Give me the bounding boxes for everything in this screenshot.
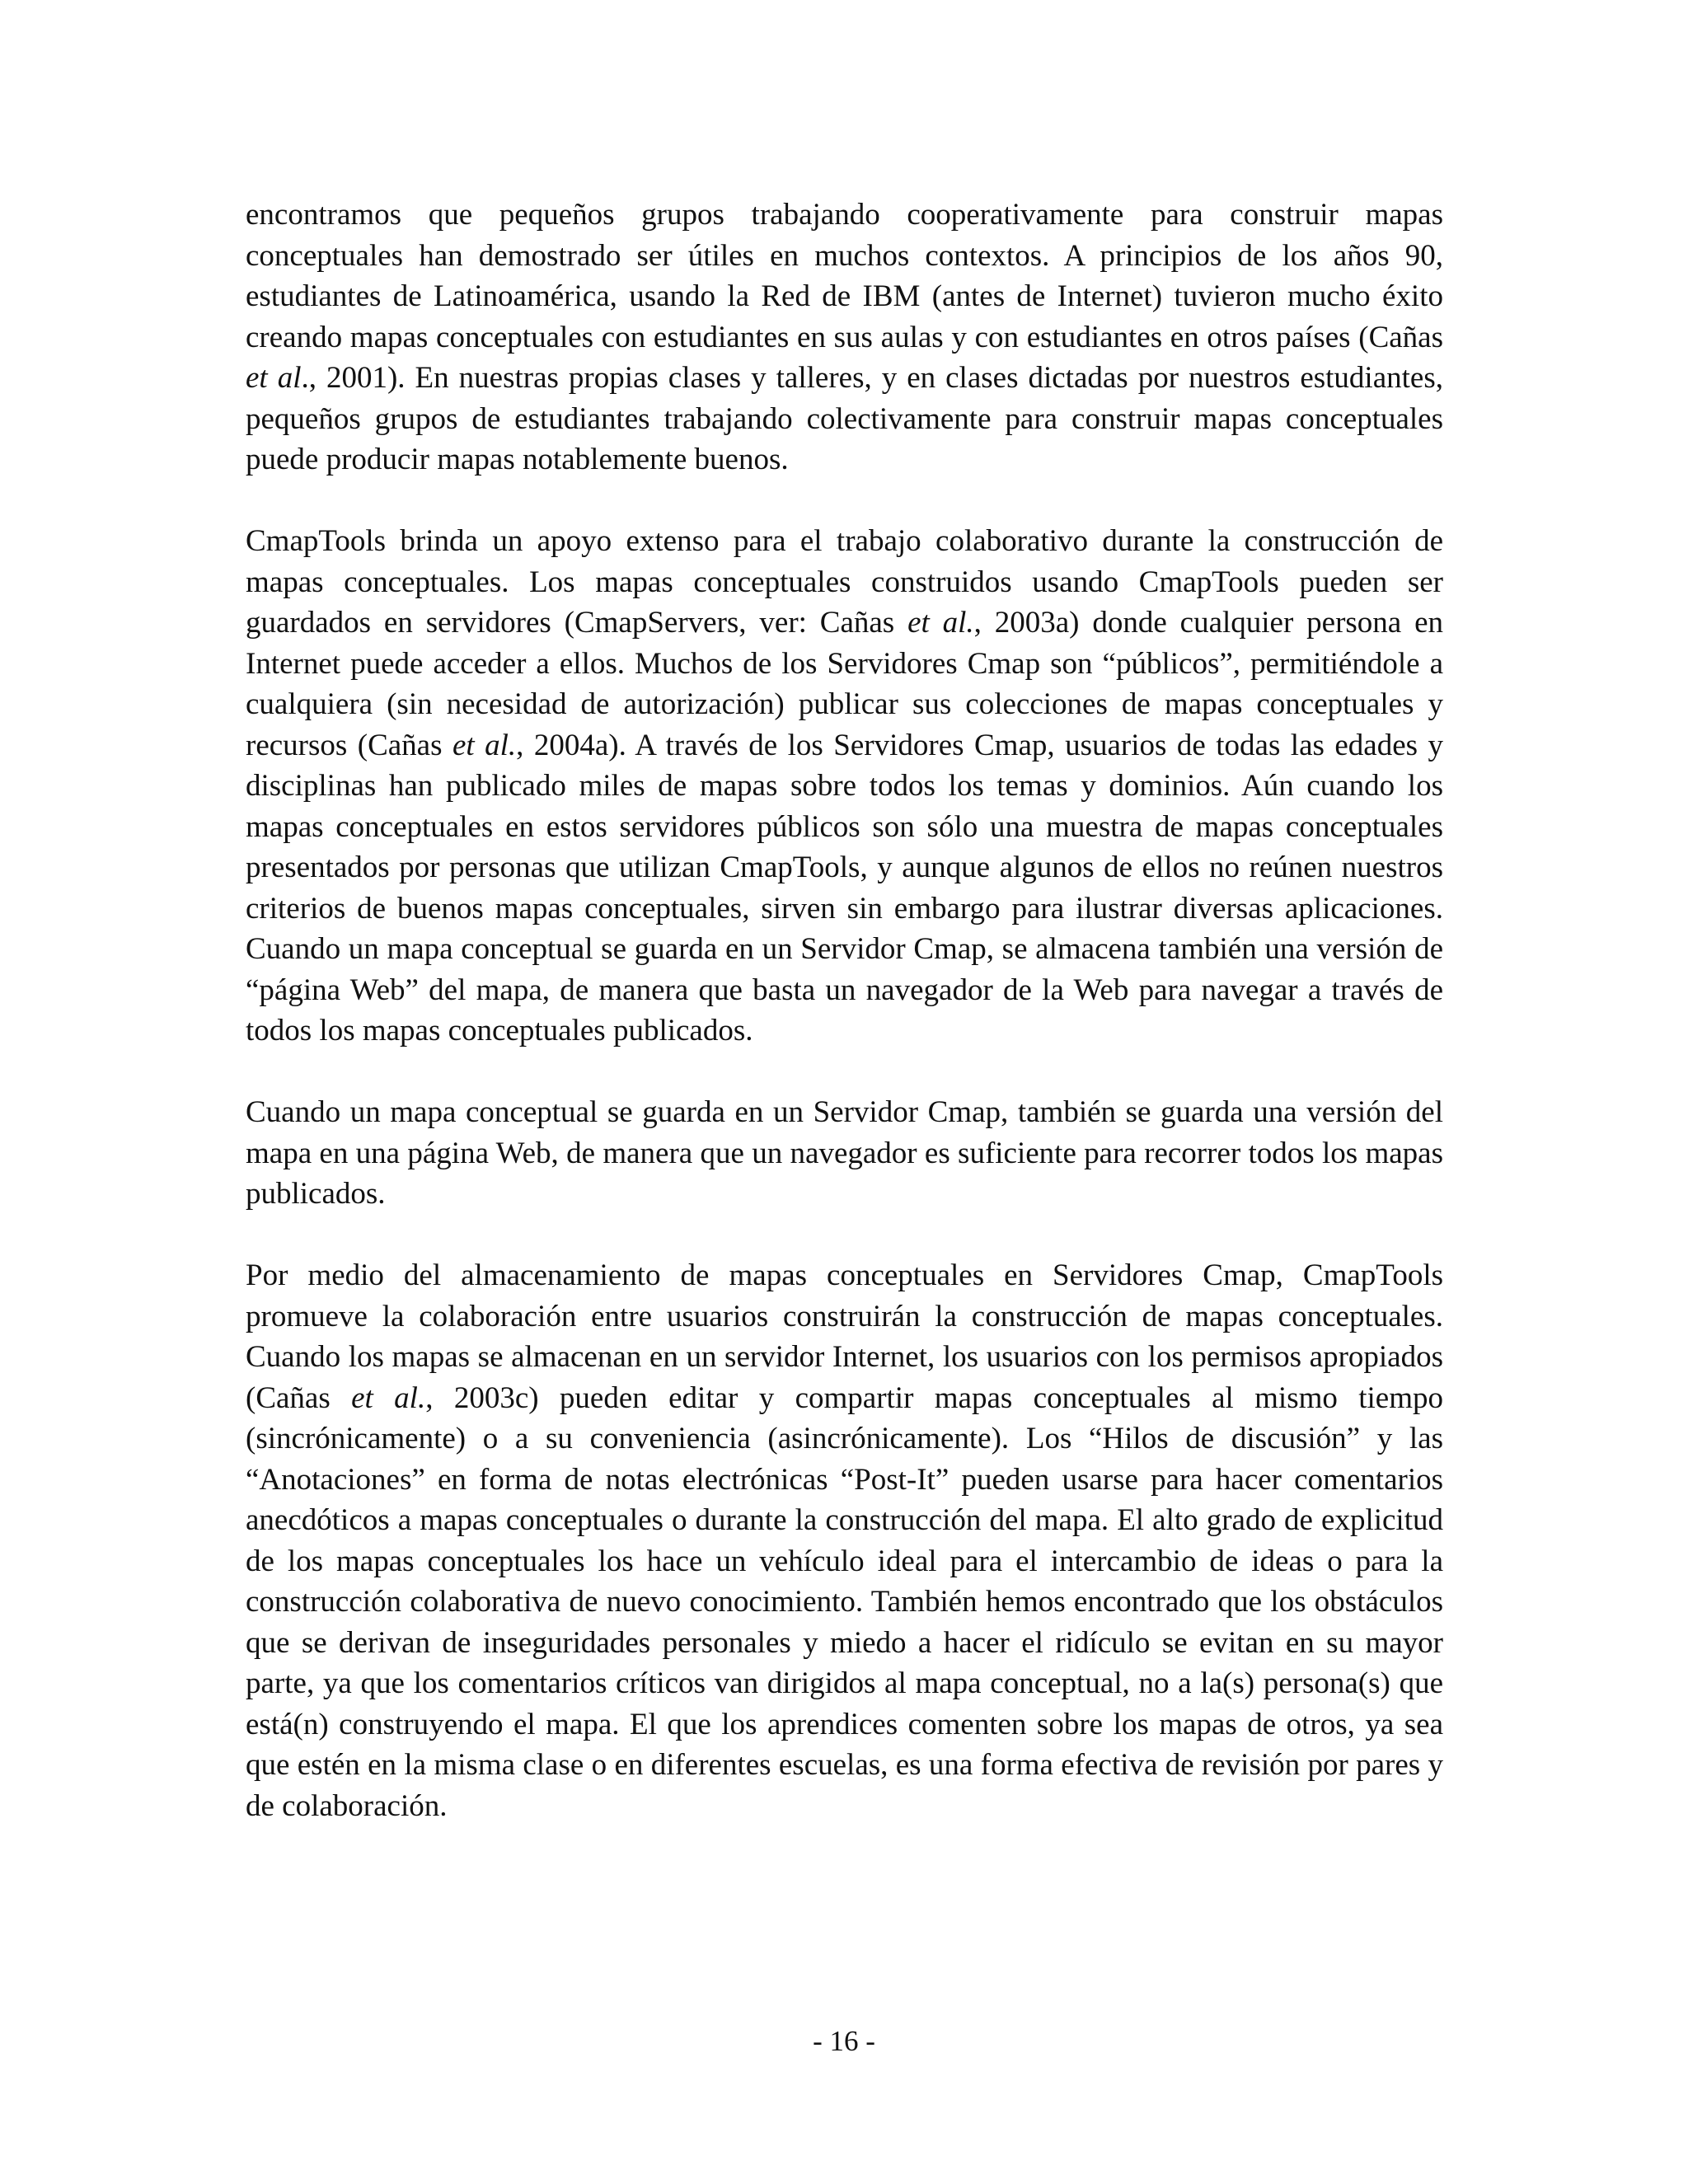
paragraph-1 [246,194,1443,480]
italic-run: et al. [907,606,974,640]
page-number: - 16 - [813,2025,875,2057]
text-run: , 2003c) pueden editar y compartir mapas conceptuales al mismo tiempo (sincrónicamente) o a su conveniencia (asincrónicamente). Los “Hilos de discusión” y las “Anotaciones” en forma de notas electrónicas “Post-It” pueden usarse para hacer comentarios anecdóticos a mapas conceptuales o durante la construcción del mapa. El alto grado de explicitud de los mapas conceptuales los hace un vehículo ideal para el intercambio de ideas o para la construcción colaborativa de nuevo conocimiento. También hemos encontrado que los obstáculos que se derivan de inseguridades personales y miedo a hacer el ridículo se evitan en su mayor parte, ya que los comentarios críticos van dirigidos al mapa conceptual, no a la(s) persona(s) que está(n) construyendo el mapa. El que los aprendices comenten sobre los mapas de otros, ya sea que estén en la misma clase o en diferentes escuelas, es una forma efectiva de revisión por pares y de colaboración. [246,1380,1443,1823]
italic-run: et al. [351,1380,426,1415]
paragraph-2 [246,521,1443,1052]
text-run: Cuando un mapa conceptual se guarda en un Servidor Cmap, también se guarda una versión del mapa en una página Web, de manera que un navegador es suficiente para recorrer todos los mapas publicados. [246,1095,1443,1211]
text-run: , 2004a). A través de los Servidores Cmap, usuarios de todas las edades y disciplinas han publicado miles de mapas sobre todos los temas y dominios. Aún cuando los mapas conceptuales en estos servidores públicos son sólo una muestra de mapas conceptuales presentados por personas que utilizan CmapTools, y aunque algunos de ellos no reúnen nuestros criterios de buenos mapas conceptuales, sirven sin embargo para ilustrar diversas aplicaciones. Cuando un mapa conceptual se guarda en un Servidor Cmap, se almacena también una versión de “página Web” del mapa, de manera que basta un navegador de la Web para navegar a través de todos los mapas conceptuales publicados. [246,728,1444,1047]
italic-run: et al. [452,728,517,762]
text-run: Por medio del almacenamiento de mapas conceptuales en Servidores Cmap, CmapTools promueve la colaboración entre usuarios construirán la construcción de mapas conceptuales. Cuando los mapas se almacenan en un servidor Internet, los usuarios con los permisos apropiados (Cañas [246,1258,1443,1415]
text-run: ., 2001). En nuestras propias clases y talleres, y en clases dictadas por nuestros estudiantes, pequeños grupos de estudiantes trabajando colectivamente para construir mapas conceptuales puede producir mapas notablemente buenos. [246,361,1443,476]
paragraph-4 [246,1255,1443,1826]
body-text [246,194,1443,1826]
paragraph-3 [246,1092,1443,1215]
text-run: encontramos que pequeños grupos trabajando cooperativamente para construir mapas conceptuales han demostrado ser útiles en muchos contextos. A principios de los años 90, estudiantes de Latinoamérica, usando la Red de IBM (antes de Internet) tuvieron mucho éxito creando mapas conceptuales con estudiantes en sus aulas y con estudiantes en otros países (Cañas [246,198,1443,354]
text-run: CmapTools brinda un apoyo extenso para el trabajo colaborativo durante la construcción de mapas conceptuales. Los mapas conceptuales construidos usando CmapTools pueden ser guardados en servidores (CmapServers, ver: Cañas [246,524,1443,640]
italic-run: et al [246,361,302,395]
text-run: , 2003a) donde cualquier persona en Internet puede acceder a ellos. Muchos de los Servidores Cmap son “públicos”, permitiéndole a cualquiera (sin necesidad de autorización) publicar sus colecciones de mapas conceptuales y recursos (Cañas [246,606,1443,762]
